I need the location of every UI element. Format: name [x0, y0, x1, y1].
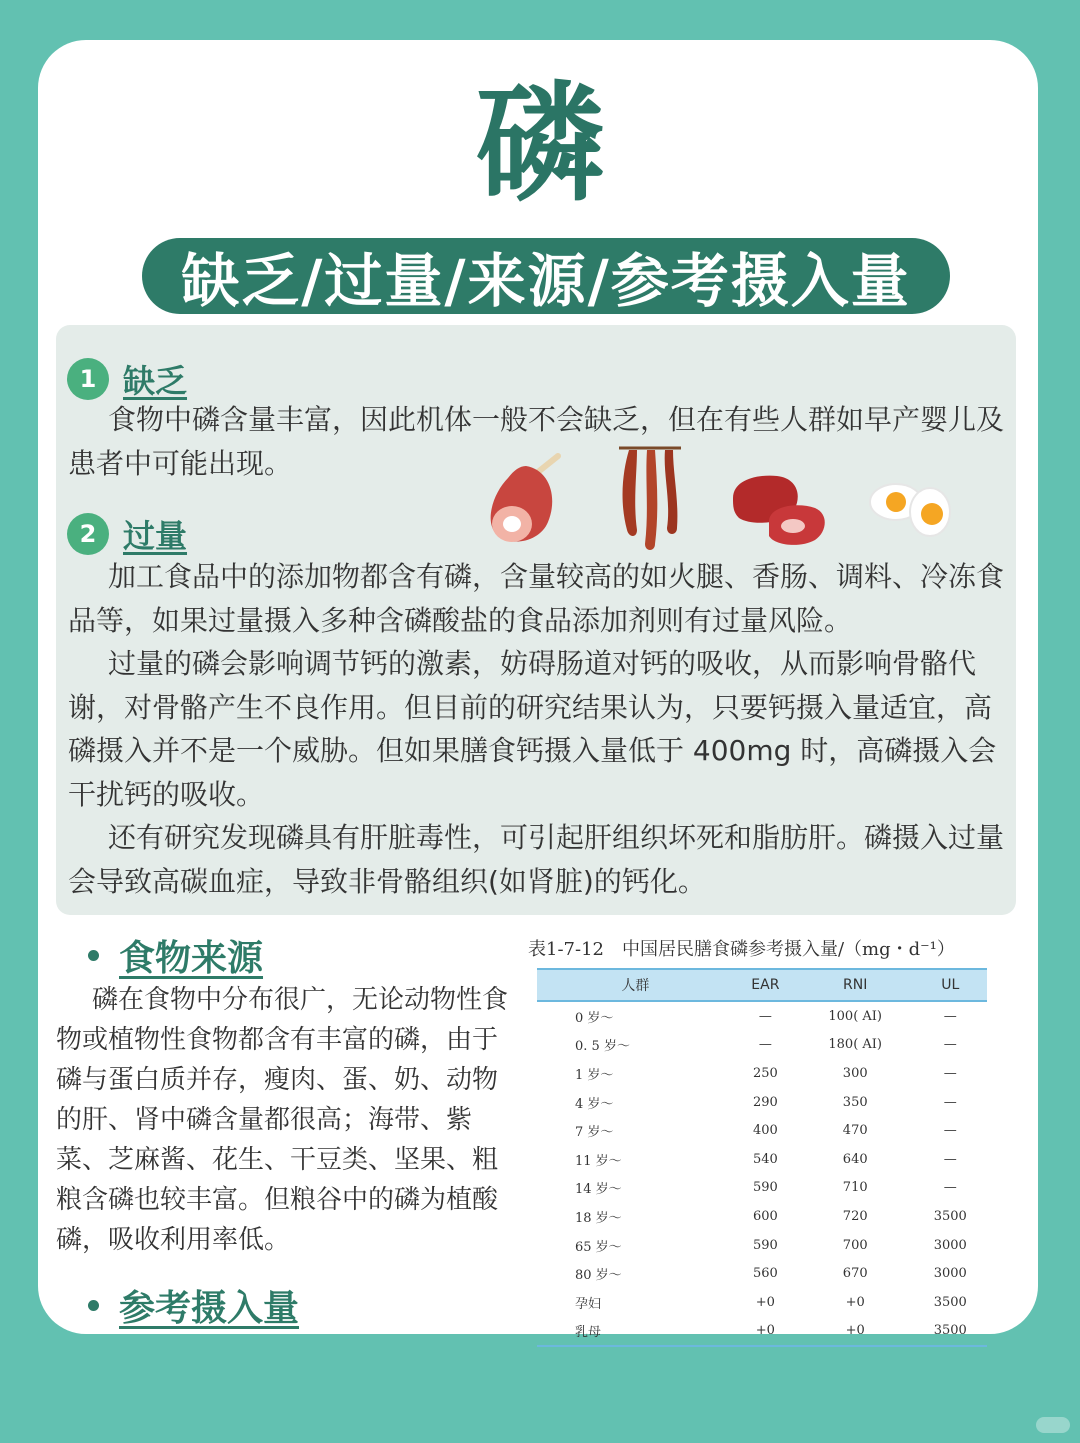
table-row	[537, 1202, 987, 1231]
table-cell: 乳母	[537, 1317, 734, 1347]
table-cell: 470	[842, 1123, 868, 1139]
section-number-badge: 1	[67, 358, 109, 400]
column-header: EAR	[734, 969, 797, 1001]
table-cell: 3500	[933, 1294, 967, 1310]
table-cell: —	[943, 1180, 957, 1196]
table-caption: 表1-7-12 中国居民膳食磷参考摄入量/（mg・d⁻¹）	[528, 939, 955, 960]
table-row	[537, 1059, 987, 1088]
table-cell: —	[943, 1037, 957, 1053]
table-cell: 250	[752, 1065, 778, 1081]
subtitle-banner	[142, 238, 950, 314]
table-row	[537, 1031, 987, 1060]
table-cell: 65 岁～	[575, 1239, 622, 1255]
paragraph: 加工食品中的添加物都含有磷，含量较高的如火腿、香肠、调料、冷冻食品等，如果过量摄入多种含磷酸盐的食品添加剂则有过量风险。	[68, 560, 1005, 637]
table-cell: +0	[845, 1294, 865, 1310]
table-cell: 590	[752, 1237, 778, 1253]
table-cell: —	[943, 1008, 957, 1024]
paragraph: 过量的磷会影响调节钙的激素，妨碍肠道对钙的吸收，从而影响骨骼代谢，对骨骼产生不良作用。但目前的研究结果认为，只要钙摄入量适宜，高磷摄入并不是一个威胁。但如果膳食钙摄入量低于 400mg 时，高磷摄入会干扰钙的吸收。	[68, 647, 997, 811]
table-cell: 80 岁～	[575, 1268, 622, 1284]
table-cell: 0 岁～	[575, 1010, 614, 1026]
table-cell: 4 岁～	[575, 1096, 614, 1112]
table-cell: 640	[842, 1151, 868, 1167]
table-cell: 540	[752, 1151, 778, 1167]
watermark-badge	[1036, 1417, 1070, 1433]
table-cell: 3500	[913, 1317, 987, 1347]
table-cell: 18 岁～	[575, 1210, 622, 1226]
table-cell: 180( AI)	[828, 1037, 883, 1053]
table-cell: 100( AI)	[828, 1008, 883, 1024]
table-row	[537, 1317, 987, 1347]
food-source-body	[56, 980, 516, 1260]
table-cell: —	[943, 1094, 957, 1110]
table-row	[537, 1288, 987, 1317]
table-cell: 1 岁～	[575, 1067, 614, 1083]
section-number-badge: 2	[67, 513, 109, 555]
ham-icon	[486, 452, 568, 548]
table-row	[537, 1088, 987, 1117]
egg-icon	[866, 478, 956, 538]
paragraph: 磷在食物中分布很广，无论动物性食物或植物性食物都含有丰富的磷，由于磷与蛋白质并存，瘦肉、蛋、奶、动物的肝、肾中磷含量都很高；海带、紫菜、芝麻酱、花生、干豆类、坚果、粗粮含磷也较丰富。但粮谷中的磷为植酸磷，吸收利用率低。	[56, 985, 509, 1255]
column-header: RNI	[797, 969, 914, 1001]
table-row	[537, 1145, 987, 1174]
food-source-title: 食物来源	[119, 938, 264, 979]
reference-intake-heading	[88, 1280, 299, 1331]
bullet-dot	[88, 1300, 99, 1311]
table-cell: 400	[752, 1123, 778, 1139]
table-row	[537, 1001, 987, 1031]
section-2-body	[68, 555, 1004, 903]
food-source-heading	[88, 930, 263, 981]
paragraph: 食物中磷含量丰富，因此机体一般不会缺乏，但在有些人群如早产婴儿及患者中可能出现。	[68, 403, 1005, 480]
section-title: 缺乏	[123, 362, 188, 400]
table-cell: 590	[752, 1180, 778, 1196]
table-cell: 600	[752, 1208, 778, 1224]
table-row	[537, 1231, 987, 1260]
table-cell: 孕妇	[575, 1296, 602, 1312]
table-cell: —	[943, 1151, 957, 1167]
table-cell: —	[943, 1123, 957, 1139]
column-header: UL	[913, 969, 987, 1001]
table-cell: 7 岁～	[575, 1125, 614, 1141]
intake-table	[537, 968, 987, 1347]
table-row	[537, 1116, 987, 1145]
table-row	[537, 1259, 987, 1288]
table-cell: 300	[842, 1065, 868, 1081]
table-cell: 350	[842, 1094, 868, 1110]
meat-icon	[727, 468, 831, 552]
reference-intake-title: 参考摄入量	[119, 1288, 300, 1329]
table-header-row	[537, 969, 987, 1001]
table-cell: 290	[752, 1094, 778, 1110]
table-cell: 11 岁～	[575, 1153, 622, 1169]
table-cell: 3500	[933, 1208, 967, 1224]
bullet-dot	[88, 950, 99, 961]
section-2-heading	[67, 511, 187, 557]
paragraph: 还有研究发现磷具有肝脏毒性，可引起肝组织坏死和脂肪肝。磷摄入过量会导致高碳血症，导致非骨骼组织(如肾脏)的钙化。	[68, 821, 1005, 898]
table-cell: 14 岁～	[575, 1182, 622, 1198]
table-cell: —	[758, 1008, 772, 1024]
table-cell: —	[943, 1065, 957, 1081]
table-cell: +0	[797, 1317, 914, 1347]
sausage-icon	[615, 440, 685, 560]
table-cell: 700	[842, 1237, 868, 1253]
table-cell: 0. 5 岁～	[575, 1039, 630, 1055]
table-cell: +0	[734, 1317, 797, 1347]
table-cell: +0	[755, 1294, 775, 1310]
table-cell: —	[758, 1037, 772, 1053]
section-1-heading	[67, 356, 187, 402]
subtitle-text: 缺乏/过量/来源/参考摄入量	[181, 247, 911, 315]
table-cell: 3000	[933, 1266, 967, 1282]
table-cell: 3000	[933, 1237, 967, 1253]
page-title: 磷	[475, 70, 604, 219]
table-cell: 670	[842, 1266, 868, 1282]
column-header: 人群	[537, 969, 734, 1001]
table-cell: 560	[752, 1266, 778, 1282]
table-row	[537, 1174, 987, 1203]
table-cell: 710	[842, 1180, 868, 1196]
table-cell: 720	[842, 1208, 868, 1224]
section-title: 过量	[123, 517, 188, 555]
